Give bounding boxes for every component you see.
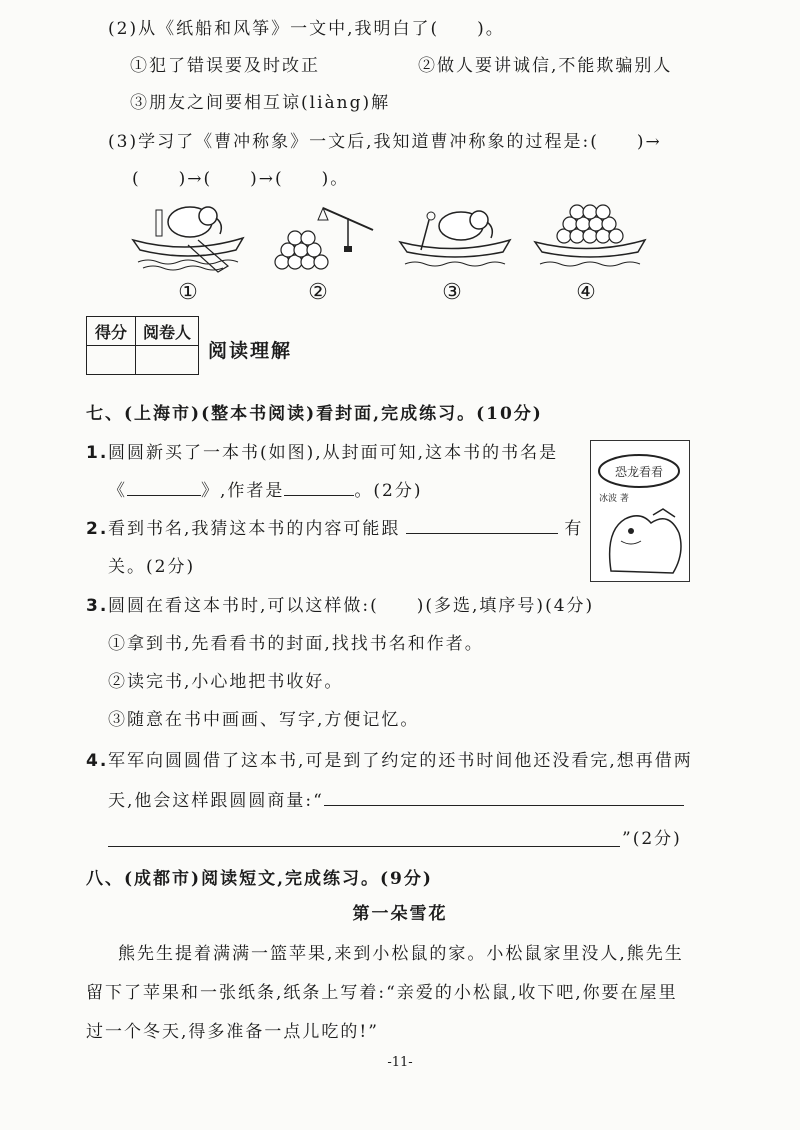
q2-number: 2. [86, 519, 109, 539]
stones-scale-illustration [268, 200, 378, 275]
q2-stem: (2)从《纸船和风筝》一文中,我明白了( )。 [108, 19, 505, 39]
page-number: -11- [387, 1055, 413, 1070]
q3-number: 3. [86, 596, 109, 616]
q2-option-1: ①犯了错误要及时改正 [130, 56, 320, 76]
book-cover [590, 440, 690, 582]
score-header: 得分 [87, 317, 136, 346]
elephant-boat-illustration [128, 200, 248, 275]
passage-line-1: 熊先生提着满满一篮苹果,来到小松鼠的家。小松鼠家里没人,熊先生 [118, 944, 684, 964]
score-table [86, 316, 199, 375]
q2-text-line [108, 518, 583, 540]
q1-points: 。(2分) [354, 481, 423, 501]
passage-line-2: 留下了苹果和一张纸条,纸条上写着:“亲爱的小松鼠,收下吧,你要在屋里 [86, 983, 678, 1003]
q4-number: 4. [86, 751, 109, 771]
q4-points: ”(2分) [622, 829, 682, 849]
passage-title: 第一朵雪花 [352, 904, 448, 924]
q1-author-label: 》,作者是 [201, 481, 285, 501]
book-cover-art [591, 441, 689, 581]
section-7-heading: 七、(上海市)(整本书阅读)看封面,完成练习。(10分) [86, 404, 543, 424]
q1-line2 [108, 480, 423, 502]
q2-option-2: ②做人要讲诚信,不能欺骗别人 [418, 56, 673, 76]
q3-text: 圆圆在看这本书时,可以这样做:( )(多选,填序号)(4分) [108, 596, 595, 616]
author-blank[interactable] [284, 481, 354, 496]
q2-text-end: 有 [564, 519, 584, 539]
q3-stem: (3)学习了《曹冲称象》一文后,我知道曹冲称象的过程是:( )→ [108, 132, 662, 152]
score-cell[interactable] [87, 346, 136, 375]
stones-boat-illustration [530, 200, 650, 275]
q2-line2: 关。(2分) [108, 557, 196, 577]
q4-text-2: 天,他会这样跟圆圆商量:“ [108, 791, 324, 811]
q3-option-3: ③随意在书中画画、写字,方便记忆。 [108, 710, 420, 730]
q2-text: 看到书名,我猜这本书的内容可能跟 [108, 519, 401, 539]
q3-option-2: ②读完书,小心地把书收好。 [108, 672, 344, 692]
section-8-heading: 八、(成都市)阅读短文,完成练习。(9分) [86, 869, 433, 889]
q4-text: 军军向圆圆借了这本书,可是到了约定的还书时间他还没看完,想再借两 [108, 751, 693, 771]
q1-number: 1. [86, 443, 109, 463]
picture-label-3: ③ [442, 280, 462, 305]
elephant-boat-man-illustration [395, 200, 515, 275]
picture-label-2: ② [308, 280, 328, 305]
q4-answer-blank-2[interactable] [108, 846, 620, 847]
book-title-blank[interactable] [127, 481, 201, 496]
q4-line2 [108, 790, 684, 812]
q1-text: 圆圆新买了一本书(如图),从封面可知,这本书的书名是 [108, 443, 559, 463]
q3-option-1: ①拿到书,先看看书的封面,找找书名和作者。 [108, 634, 484, 654]
q3-line2: ( )→( )→( )。 [132, 169, 350, 189]
q2-option-3: ③朋友之间要相互谅(liàng)解 [130, 93, 391, 113]
q4-answer-blank-1[interactable] [324, 791, 684, 806]
book-cover-title: 恐龙看看 [614, 465, 664, 479]
picture-label-4: ④ [576, 280, 596, 305]
grader-header: 阅卷人 [136, 317, 199, 346]
grader-cell[interactable] [136, 346, 199, 375]
content-guess-blank[interactable] [406, 519, 558, 534]
book-cover-author: 冰波 著 [599, 494, 629, 504]
section-title: 阅读理解 [208, 340, 293, 362]
picture-label-1: ① [178, 280, 198, 305]
q1-title-open: 《 [108, 481, 127, 501]
passage-line-3: 过一个冬天,得多准备一点儿吃的!” [86, 1022, 379, 1042]
